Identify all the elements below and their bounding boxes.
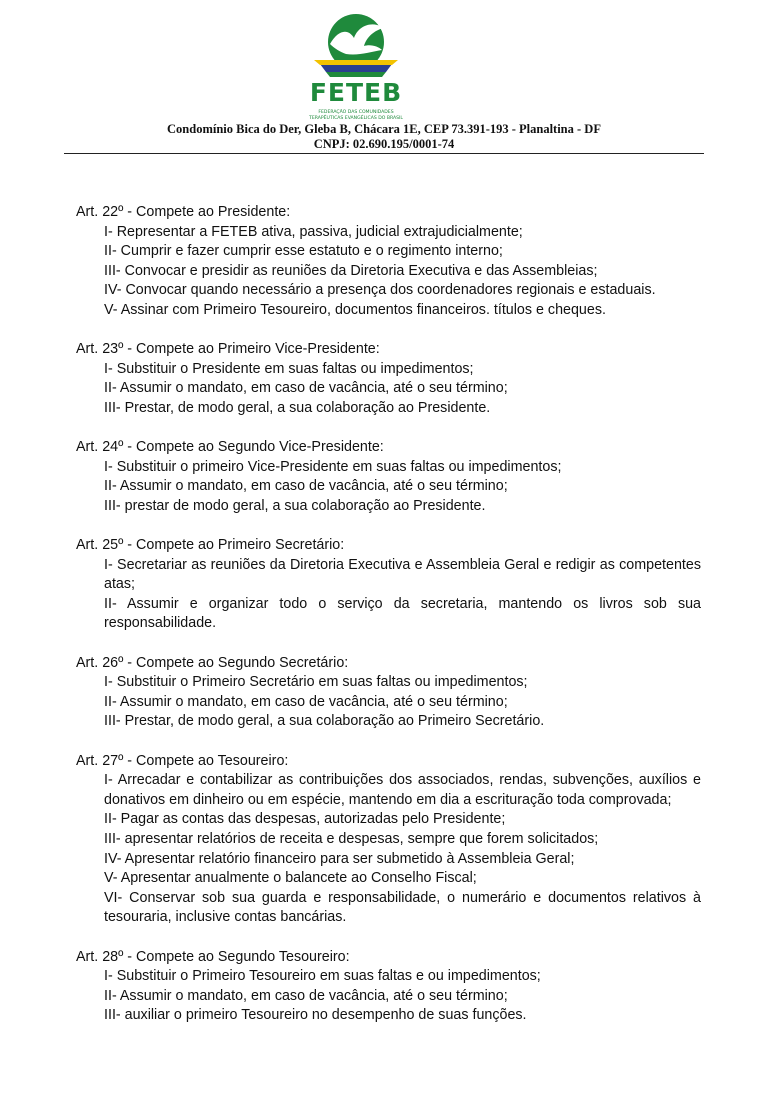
article-item: II- Assumir o mandato, em caso de vacância, até o seu término; [104, 478, 508, 495]
article-item: I- Substituir o primeiro Vice-Presidente em suas faltas ou impedimentos; [104, 458, 562, 475]
article-item: II- Assumir o mandato, em caso de vacância, até o seu término; [104, 693, 508, 710]
logo-subtitle-line1: FEDERAÇÃO DAS COMUNIDADES [318, 110, 394, 115]
article-item: I- Arrecadar e contabilizar as contribuições dos associados, rendas, subvenções, auxílios e donativos em dinheiro ou em espécie, mantendo em dia a escrituração toda comprovada; [104, 772, 701, 808]
article-item: III- Prestar, de modo geral, a sua colaboração ao Presidente. [104, 399, 491, 416]
article-title: Art. 23º - Compete ao Primeiro Vice-Presidente: [76, 341, 380, 358]
article-item: VI- Conservar sob sua guarda e responsabilidade, o numerário e documentos relativos à tesouraria, inclusive contas bancárias. [104, 889, 701, 926]
article-item: III- prestar de modo geral, a sua colaboração ao Presidente. [104, 497, 486, 514]
article-item: V- Apresentar anualmente o balancete ao Conselho Fiscal; [104, 870, 477, 887]
article-item: II- Assumir o mandato, em caso de vacância, até o seu término; [104, 987, 508, 1004]
article-item: II- Cumprir e fazer cumprir esse estatuto e o regimento interno; [104, 243, 503, 260]
dove-icon [300, 8, 412, 80]
article-item: I- Secretariar as reuniões da Diretoria Executiva e Assembleia Geral e redigir as competentes atas; [104, 556, 701, 593]
document-body [76, 203, 701, 1046]
article-title: Art. 27º - Compete ao Tesoureiro: [76, 752, 289, 769]
article-title: Art. 26º - Compete ao Segundo Secretário: [76, 654, 349, 671]
article-22 [76, 203, 701, 321]
article-item: I- Substituir o Presidente em suas faltas ou impedimentos; [104, 360, 474, 377]
article-title: Art. 24º - Compete ao Segundo Vice-Presidente: [76, 439, 384, 456]
article-title: Art. 22º - Compete ao Presidente: [76, 204, 291, 220]
article-item: III- Convocar e presidir as reuniões da Diretoria Executiva e das Assembleias; [104, 262, 598, 279]
article-26 [76, 654, 701, 732]
article-title: Art. 28º - Compete ao Segundo Tesoureiro: [76, 948, 350, 965]
logo-brand: FETEB [309, 78, 403, 107]
article-item: I- Substituir o Primeiro Tesoureiro em suas faltas e ou impedimentos; [104, 968, 541, 985]
header-cnpj: CNPJ: 02.690.195/0001-74 [313, 137, 455, 151]
article-item: II- Pagar as contas das despesas, autorizadas pelo Presidente; [104, 811, 506, 828]
article-item: III- apresentar relatórios de receita e despesas, sempre que forem solicitados; [104, 831, 599, 847]
article-25 [76, 536, 701, 634]
article-item: II- Assumir o mandato, em caso de vacância, até o seu término; [104, 380, 508, 397]
article-item: III- auxiliar o primeiro Tesoureiro no desempenho de suas funções. [104, 1007, 527, 1024]
article-item: IV- Convocar quando necessário a presença dos coordenadores regionais e estaduais. [104, 282, 656, 299]
article-item: I- Substituir o Primeiro Secretário em suas faltas ou impedimentos; [104, 674, 528, 691]
article-title: Art. 25º - Compete ao Primeiro Secretário: [76, 537, 345, 554]
logo-subtitle-line2: TERAPÊUTICAS EVANGÉLICAS DO BRASIL [309, 116, 403, 121]
article-item: IV- Apresentar relatório financeiro para ser submetido à Assembleia Geral; [104, 850, 575, 867]
feteb-logo [300, 8, 412, 124]
article-23 [76, 340, 701, 418]
article-item: I- Representar a FETEB ativa, passiva, judicial extrajudicialmente; [104, 223, 523, 240]
article-27 [76, 752, 701, 928]
article-28 [76, 948, 701, 1026]
article-item: III- Prestar, de modo geral, a sua colaboração ao Primeiro Secretário. [104, 713, 545, 730]
article-item: V- Assinar com Primeiro Tesoureiro, documentos financeiros. títulos e cheques. [104, 301, 606, 318]
article-item: II- Assumir e organizar todo o serviço da secretaria, mantendo os livros sob sua responsabilidade. [104, 595, 701, 632]
article-24 [76, 438, 701, 516]
header-address: Condomínio Bica do Der, Gleba B, Chácara 1E, CEP 73.391-193 - Planaltina - DF [167, 122, 601, 136]
header-divider [64, 153, 704, 154]
